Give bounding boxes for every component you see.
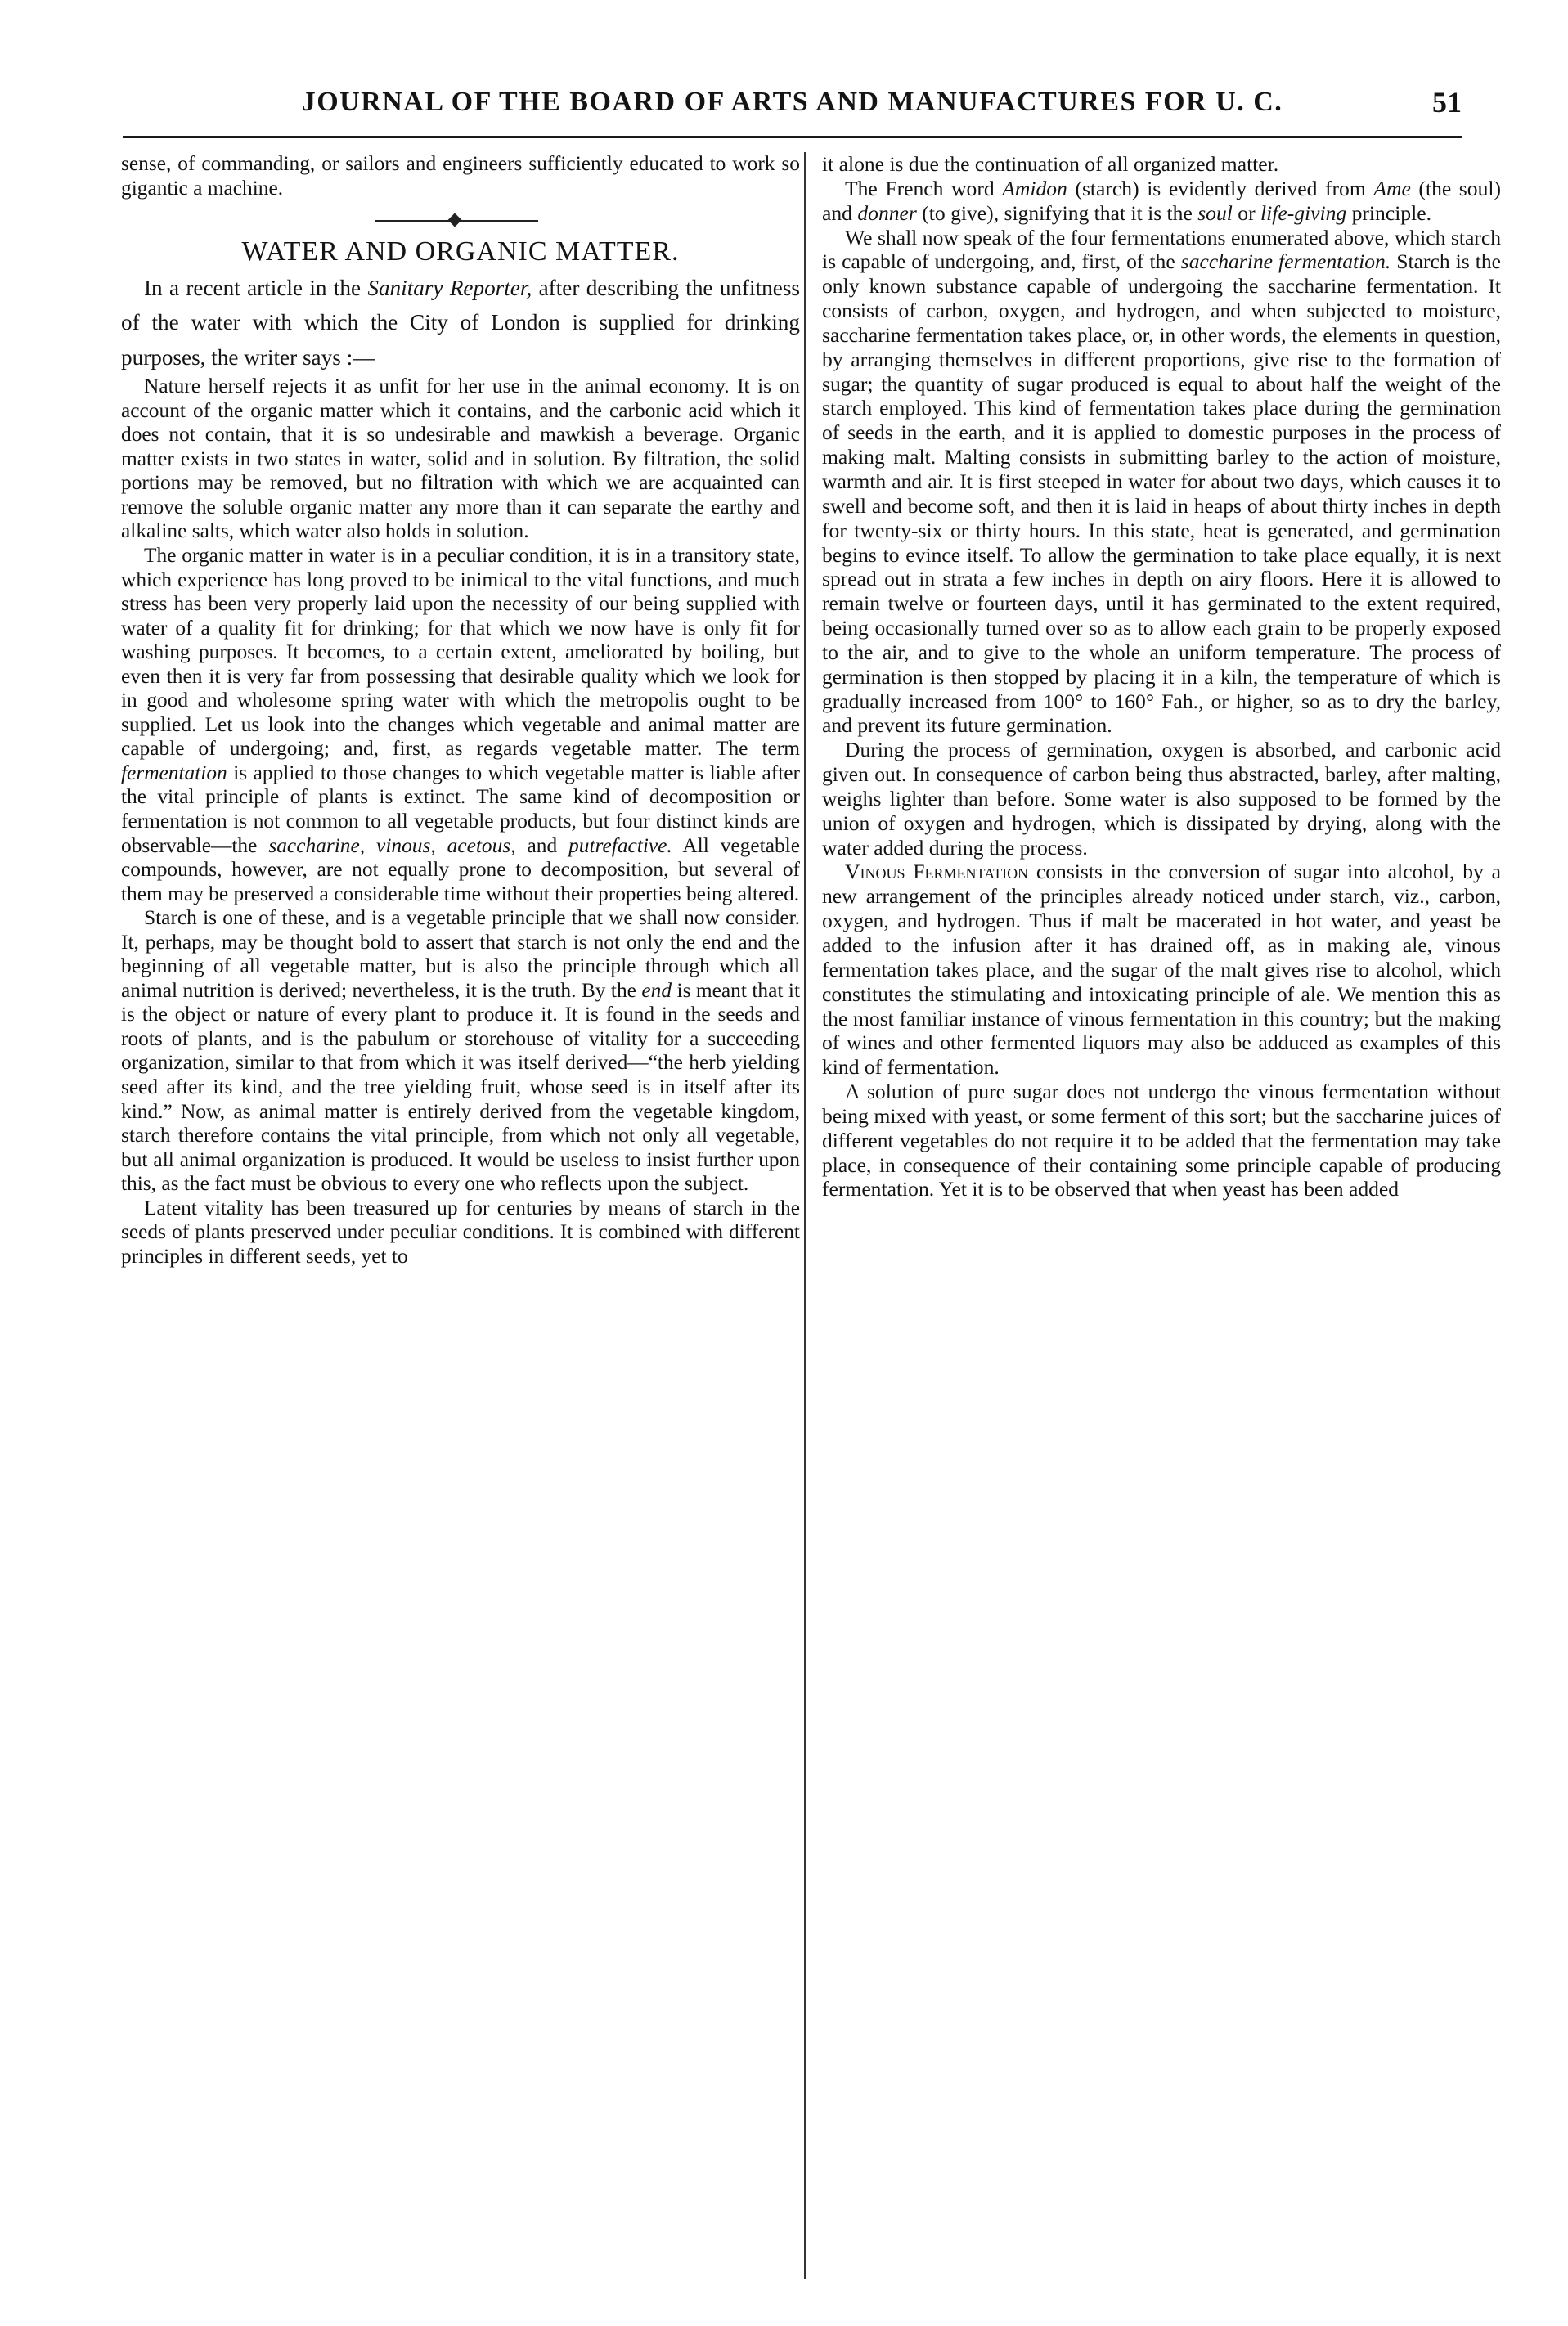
right-paragraph-6: A solution of pure sugar does not undergo the vinous fermentation without being mixed with yeast, or some ferment of this sort; but the saccharine juices of different vegetables do not require it to be added that the fermentation may take place, in consequence of their containing some principle capable of producing fermentation. Yet it is to be observed that when yeast has been added [822,1080,1501,1201]
running-head [123,82,1462,131]
word-soul: soul [1197,200,1233,225]
section-title: WATER AND ORGANIC MATTER. [241,236,680,267]
quote-p3-b: is meant that it is the object or nature of every plant to produce it. It is found in the seeds and roots of plants, and is the pabulum or storehouse of vitality for a succeeding organization, similar to that from which it was itself derived—“the herb yielding seed after its kind, and the tree yielding fruit, whose seed is in itself after its kind.” Now, as animal matter is entirely derived from the vegetable kingdom, starch therefore contains the vital principle, from which not only all vegetable, but all animal organization is produced. It would be useless to insist further upon this, as the fact must be obvious to every one who reflects upon the subject. [121,978,800,1196]
term-end: end [641,978,672,1002]
quote-paragraph-3 [121,906,800,1197]
right-p2-e: or [1232,200,1261,225]
quote-p2-c: and [515,833,569,857]
intro-text-1: In a recent article in the [144,275,368,300]
term-putrefactive: putrefactive. [568,833,672,857]
divider-ornament [448,213,462,227]
right-p3-b: Starch is the only known substance capable of undergoing the saccharine fermentation. It consists of carbon, oxygen, and hydrogen, and when subjected to moisture, saccharine fermentation takes place, or, in other words, the elements in question, by arranging themselves in different proportions, give rise to the formation of sugar; the quantity of sugar produced is equal to about half the weight of the starch employed. This kind of fermentation takes place during the germination of seeds in the earth, and it is applied to domestic purposes in the process of making malt. Malting consists in submitting barley to the action of moisture, warmth and air. It is first steeped in water for about two days, which causes it to swell and become soft, and then it is laid in heaps of about thirty inches in depth for twenty-six or thirty hours. In this state, heat is generated, and germination begins to evince itself. To allow the germination to take place equally, it is next spread out in strata a few inches in depth on airy floors. Here it is allowed to remain twelve or fourteen days, until it has germinated to the extent required, being occasionally turned over so as to allow each grain to be properly exposed to the air, and to give to the whole an uniform temperature. The process of germination is then stopped by placing it in a kiln, the temperature of which is gradually increased from 100° to 160° Fah., or higher, so as to dry the barley, and prevent its future germination. [822,249,1501,738]
section-divider [121,200,800,240]
right-p2-f: principle. [1346,200,1431,225]
quote-p2-d: All vegetable compounds, however, are not equally prone to decomposition, but several of them may be preserved a considerable time without their properties being altered. [121,833,800,905]
vinous-fermentation-heading: Vinous Fermentation [845,860,1029,884]
intro-text-2: after describing the unfitness of the water with which the City of London is supplied for drinking purposes, the writer says :— [121,275,800,370]
right-paragraph-2 [822,177,1501,226]
right-p2-a: The French word [845,176,1003,200]
quote-p2-b: is applied to those changes to which vegetable matter is liable after the vital principle of plants is extinct. The same kind of decomposition or fermentation is not common to all vegetable products, but four distinct kinds are observable—the [121,761,800,857]
page-number: 51 [1432,86,1462,119]
intro-source: Sanitary Reporter, [367,275,532,300]
fermentation-kinds: saccharine, vinous, acetous, [268,833,516,857]
quote-paragraph-4: Latent vitality has been treasured up for centuries by means of starch in the seeds of plants preserved under peculiar conditions. It is combined with different principles in different seeds, yet to [121,1196,800,1268]
word-amidon: Amidon [1002,176,1067,200]
term-saccharine-fermentation: saccharine fermentation. [1180,249,1391,274]
column-rule [804,152,806,2279]
continued-paragraph: sense, of commanding, or sailors and engineers sufficiently educated to work so gigantic a machine. [121,152,800,200]
running-title: JOURNAL OF THE BOARD OF ARTS AND MANUFACTURES FOR U. C. [301,87,1283,117]
right-p2-d: (to give), signifying that it is the [916,200,1198,225]
right-paragraph-5 [822,860,1501,1080]
word-donner: donner [857,200,917,225]
right-p3-a: We shall now speak of the four fermentations enumerated above, which starch is capable of undergoing, and, first, of the [822,225,1501,274]
header-rule [123,136,1462,138]
right-paragraph-3 [822,226,1501,739]
right-paragraph-4: During the process of germination, oxygen is absorbed, and carbonic acid given out. In consequence of carbon being thus abstracted, barley, after malting, weighs lighter than before. Some water is also supposed to be formed by the union of oxygen and hydrogen, which is dissipated by drying, along with the water added during the process. [822,738,1501,860]
right-paragraph-1: it alone is due the continuation of all organized matter. [822,152,1279,176]
left-column [121,152,800,2279]
word-life-giving: life-giving [1260,200,1347,225]
right-p2-c: (the soul) and [822,176,1501,225]
right-p2-b: (starch) is evidently derived from [1067,176,1374,200]
quote-paragraph-2 [121,544,800,906]
term-fermentation: fermentation [121,761,227,784]
word-ame: Ame [1373,176,1411,200]
right-column [822,152,1501,2279]
intro-paragraph [121,271,800,375]
quote-paragraph-1: Nature herself rejects it as unfit for her use in the animal economy. It is on account of the organic matter which it contains, and the carbonic acid which it does not contain, that it is so undesirable and mawkish a beverage. Organic matter exists in two states in water, solid and in solution. By filtration, the solid portions may be removed, but no filtration with which we are acquainted can remove the soluble organic matter any more than it can separate the earthy and alkaline salts, which water also holds in solution. [121,375,800,543]
right-p5-body: consists in the conversion of sugar into alcohol, by a new arrangement of the principles already noticed under starch, viz., carbon, oxygen, and hydrogen. Thus if malt be macerated in hot water, and yeast be added to the infusion after it has drained off, as in making ale, vinous fermentation takes place, and the sugar of the malt gives rise to alcohol, which constitutes the stimulating and intoxicating principle of ale. We mention this as the most familiar instance of vinous fermentation in this country; but the making of wines and other fermented liquors may also be adduced as examples of this kind of fermentation. [822,860,1501,1080]
quote-p2-a: The organic matter in water is in a peculiar condition, it is in a transitory state, which experience has long proved to be inimical to the vital functions, and much stress has been very properly laid upon the necessity of our being supplied with water of a quality fit for drinking; for that which we now have is only fit for washing purposes. It becomes, to a certain extent, ameliorated by boiling, but even then it is very far from possessing that desirable quality which we look for in good and wholesome spring water with which the metropolis ought to be supplied. Let us look into the changes which vegetable and animal matter are capable of undergoing; and, first, as regards vegetable matter. The term [121,543,800,761]
quote-p3-a: Starch is one of these, and is a vegetable principle that we shall now consider. It, perhaps, may be thought bold to assert that starch is not only the end and the beginning of all vegetable matter, but is also the principle through which all animal nutrition is derived; nevertheless, it is the truth. By the [121,906,800,1002]
